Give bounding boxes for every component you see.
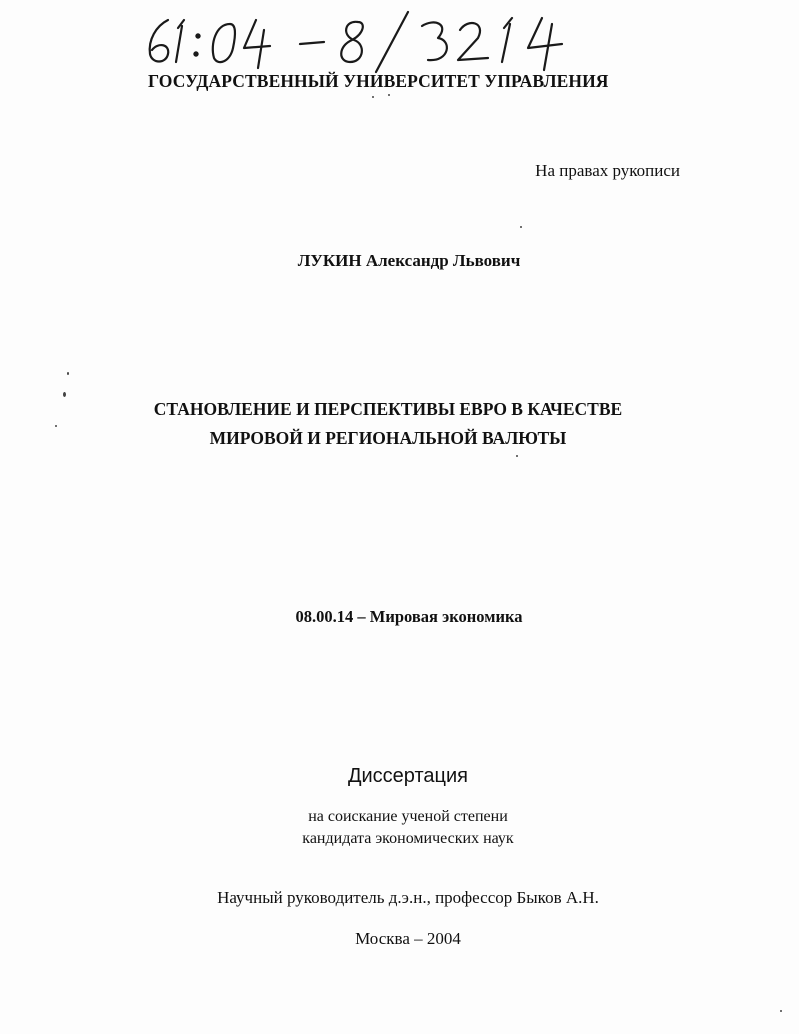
handwritten-number-drawing xyxy=(138,6,598,74)
scan-speck xyxy=(55,425,57,427)
degree-line-2: кандидата экономических наук xyxy=(302,830,514,847)
handwritten-archive-number xyxy=(138,6,598,74)
dissertation-title-line-2: МИРОВОЙ И РЕГИОНАЛЬНОЙ ВАЛЮТЫ xyxy=(209,428,567,448)
document-type: Диссертация xyxy=(347,765,469,787)
author-name: ЛУКИН Александр Львович xyxy=(297,251,521,270)
scan-speck xyxy=(780,1010,782,1012)
scan-speck xyxy=(388,94,390,96)
scan-speck xyxy=(520,226,522,228)
scientific-supervisor: Научный руководитель д.э.н., профессор Быков А.Н. xyxy=(217,888,599,907)
city-and-year: Москва – 2004 xyxy=(355,929,461,948)
university-name: ГОСУДАРСТВЕННЫЙ УНИВЕРСИТЕТ УПРАВЛЕНИЯ xyxy=(148,71,609,91)
specialty-code: 08.00.14 – Мировая экономика xyxy=(295,607,523,626)
scan-speck xyxy=(67,372,69,375)
dissertation-title-line-1: СТАНОВЛЕНИЕ И ПЕРСПЕКТИВЫ ЕВРО В КАЧЕСТВЕ xyxy=(153,399,623,419)
scan-speck xyxy=(372,96,374,98)
scan-speck xyxy=(516,455,518,457)
scan-speck xyxy=(63,392,66,397)
manuscript-rights-note: На правах рукописи xyxy=(535,161,680,180)
degree-line-1: на соискание ученой степени xyxy=(308,808,508,825)
